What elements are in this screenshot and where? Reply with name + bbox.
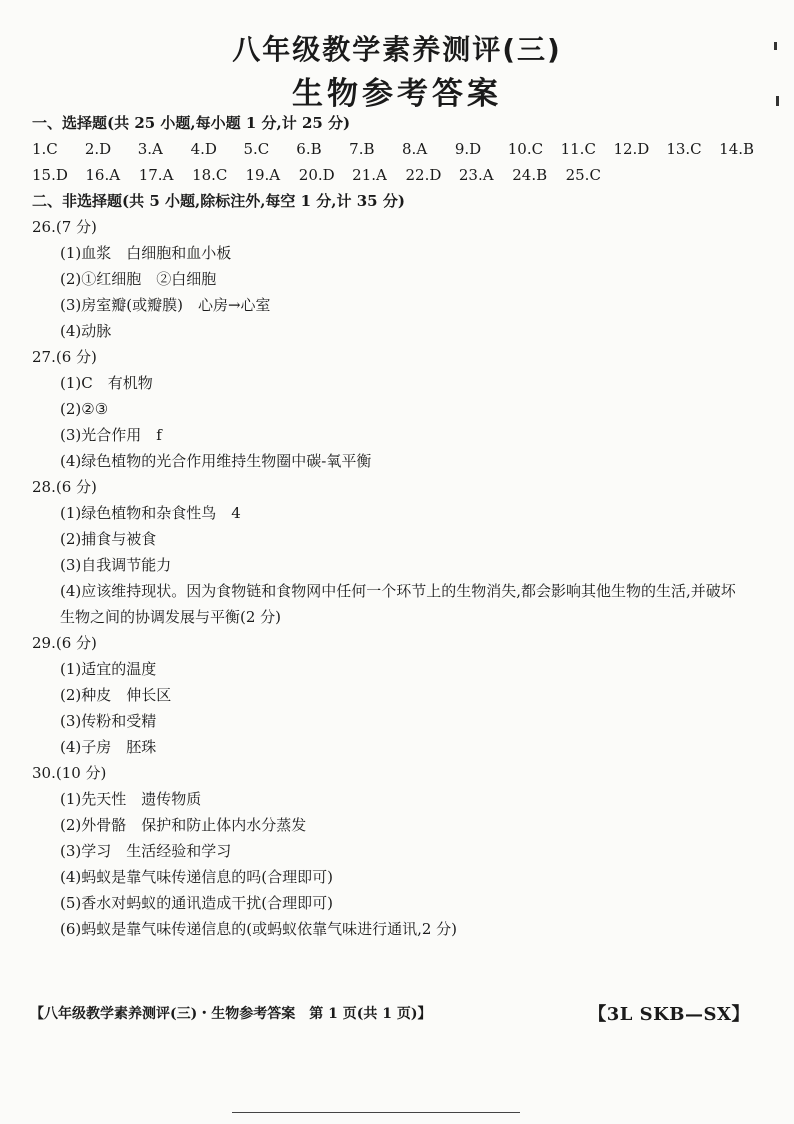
- answer-line: (3)房室瓣(或瓣膜) 心房→心室: [60, 296, 271, 314]
- choice-answer: 20.D: [298, 166, 335, 184]
- question-number: 28.(6 分): [32, 478, 97, 496]
- answer-line: (1)先天性 遗传物质: [60, 790, 202, 808]
- page-footer: [30, 1000, 750, 1026]
- question-30: [32, 760, 772, 942]
- choice-answer: 2.D: [84, 140, 112, 158]
- question-number: 30.(10 分): [32, 764, 107, 782]
- question-27: [32, 344, 772, 474]
- choice-answer: 3.A: [137, 140, 163, 158]
- answer-line: (1)血浆 白细胞和血小板: [60, 244, 232, 262]
- choice-row-1: [32, 136, 772, 162]
- choice-answer: 14.B: [719, 140, 755, 158]
- answer-line: (3)学习 生活经验和学习: [60, 842, 232, 860]
- answer-line: (3)光合作用 f: [60, 426, 162, 444]
- section-heading-choice: 一、选择题(共 25 小题,每小题 1 分,计 25 分): [32, 114, 351, 132]
- choice-answer: 9.D: [454, 140, 482, 158]
- footer-code: 【3L SKB—SX】: [588, 1004, 750, 1025]
- scan-mark: [774, 42, 777, 50]
- choice-answer: 4.D: [190, 140, 217, 158]
- page-subtitle: 生物参考答案: [292, 76, 502, 112]
- answer-line: (3)传粉和受精: [60, 712, 157, 730]
- choice-answer: 18.C: [192, 166, 228, 184]
- choice-row-2: [32, 162, 619, 188]
- choice-answer: 7.B: [349, 140, 375, 158]
- choice-answer: 24.B: [512, 166, 548, 184]
- choice-answer: 8.A: [402, 140, 428, 158]
- scan-mark: [776, 96, 779, 106]
- answer-line: (4)绿色植物的光合作用维持生物圈中碳-氧平衡: [60, 452, 372, 470]
- choice-answer: 1.C: [32, 140, 58, 158]
- choice-answer: 17.A: [138, 166, 174, 184]
- footer-page-info: 【八年级教学素养测评(三)・生物参考答案 第 1 页(共 1 页)】: [30, 1006, 432, 1022]
- answer-line: (4)蚂蚁是靠气味传递信息的吗(合理即可): [60, 868, 333, 886]
- answer-line: (1)绿色植物和杂食性鸟 4: [60, 504, 241, 522]
- choice-answer: 19.A: [245, 166, 281, 184]
- choice-answer: 16.A: [85, 166, 121, 184]
- choice-answer: 13.C: [666, 140, 702, 158]
- answer-sheet: [32, 110, 772, 942]
- choice-answer: 10.C: [507, 140, 544, 158]
- answer-line: (6)蚂蚁是靠气味传递信息的(或蚂蚁依靠气味进行通讯,2 分): [60, 920, 458, 938]
- answer-line: (5)香水对蚂蚁的通讯造成干扰(合理即可): [60, 894, 333, 912]
- choice-answer: 5.C: [243, 140, 270, 158]
- question-26: [32, 214, 772, 344]
- answer-line: (2)①红细胞 ②白细胞: [60, 270, 217, 288]
- page-title: 八年级教学素养测评(三): [232, 33, 562, 66]
- question-number: 26.(7 分): [32, 218, 97, 236]
- answer-line: (2)外骨骼 保护和防止体内水分蒸发: [60, 816, 307, 834]
- answer-line: (2)②③: [60, 400, 109, 418]
- choice-answer: 6.B: [296, 140, 322, 158]
- question-number: 29.(6 分): [32, 634, 97, 652]
- question-number: 27.(6 分): [32, 348, 97, 366]
- answer-line: (2)种皮 伸长区: [60, 686, 172, 704]
- answer-line: (1)适宜的温度: [60, 660, 157, 678]
- answer-line: (4)动脉: [60, 322, 112, 340]
- answer-paragraph: (4)应该维持现状。因为食物链和食物网中任何一个环节上的生物消失,都会影响其他生物的生活,并破坏生物之间的协调发展与平衡(2 分): [60, 582, 736, 626]
- answer-line: (1)C 有机物: [60, 374, 153, 392]
- choice-answer: 21.A: [352, 166, 387, 184]
- question-28: [32, 474, 772, 630]
- question-29: [32, 630, 772, 760]
- choice-answer: 22.D: [405, 166, 442, 184]
- bottom-rule: [232, 1112, 520, 1113]
- choice-answer: 25.C: [565, 166, 601, 184]
- answer-line: (2)捕食与被食: [60, 530, 157, 548]
- choice-answer: 11.C: [560, 140, 596, 158]
- choice-answer: 23.A: [458, 166, 494, 184]
- choice-answer: 12.D: [613, 140, 650, 158]
- section-heading-nonchoice: 二、非选择题(共 5 小题,除标注外,每空 1 分,计 35 分): [32, 192, 405, 210]
- choice-answer: 15.D: [32, 166, 68, 184]
- answer-line: (3)自我调节能力: [60, 556, 172, 574]
- answer-line: (4)子房 胚珠: [60, 738, 157, 756]
